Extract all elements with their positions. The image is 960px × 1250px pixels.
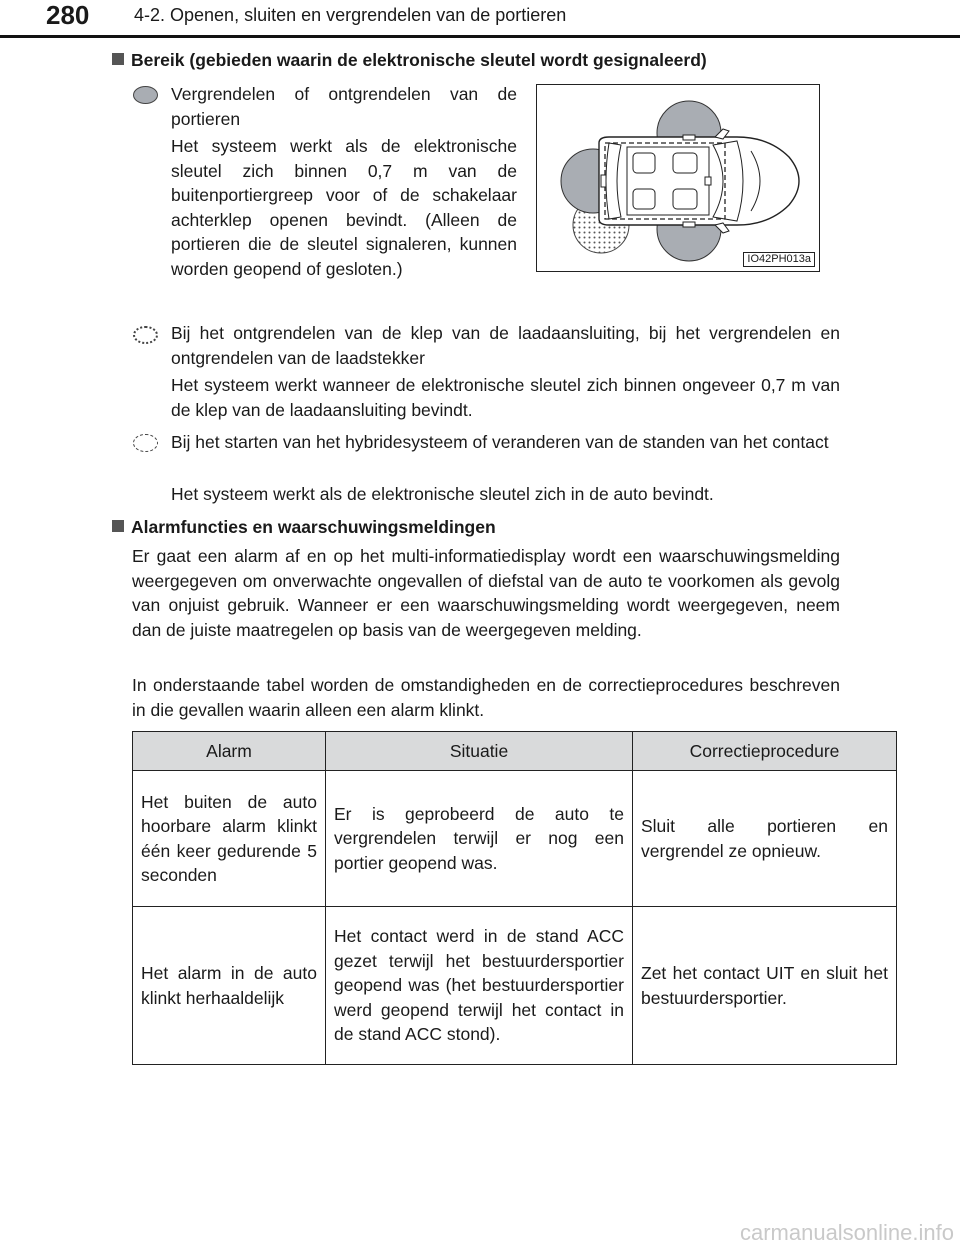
alarm-paragraph-2: In onderstaande tabel worden de omstandigheden en de correctieprocedures beschreven in die gevallen waarin alleen een alarm klinkt. xyxy=(132,675,840,720)
page-number: 280 xyxy=(46,0,90,30)
item2-text: Het systeem werkt wanneer de elektronische sleutel zich binnen ongeveer 0,7 m van de klep van de laadaansluiting bevindt. xyxy=(171,375,840,420)
square-bullet-icon xyxy=(112,520,124,532)
table-cell: Er is geprobeerd de auto te vergrendelen terwijl er nog een portier geopend was. xyxy=(326,771,633,907)
header-situation: Situatie xyxy=(326,732,633,771)
item1-text: Het systeem werkt als de elektronische sleutel zich binnen 0,7 m van de buitenportiergreep voor of de schakelaar achterklep openen bevindt. (Alleen de portieren die de sleutel signaleren, kunnen worden geopend of gesloten.) xyxy=(171,136,517,279)
square-bullet-icon xyxy=(112,53,124,65)
item3-title: Bij het starten van het hybridesysteem of veranderen van de standen van het contact xyxy=(171,432,829,452)
range-heading: Bereik (gebieden waarin de elektronische sleutel wordt gesignaleerd) xyxy=(112,49,707,71)
solid-zone-icon xyxy=(133,86,158,104)
item3-text: Het systeem werkt als de elektronische sleutel zich in de auto bevindt. xyxy=(171,484,714,504)
table-cell: Sluit alle portieren en vergrendel ze opnieuw. xyxy=(633,771,897,907)
header-alarm: Alarm xyxy=(133,732,326,771)
item1-title: Vergrendelen of ontgrendelen van de portieren xyxy=(171,84,517,129)
table-row xyxy=(133,907,897,1065)
car-top-view-diagram xyxy=(537,85,821,273)
dotted-zone-icon xyxy=(133,326,158,344)
dashed-zone-icon xyxy=(133,434,158,452)
page-header xyxy=(0,0,960,38)
alarm-table xyxy=(132,731,897,1065)
table-cell: Het alarm in de auto klinkt herhaaldelijk xyxy=(133,907,326,1065)
alarm-paragraph-1: Er gaat een alarm af en op het multi-informatiedisplay wordt een waarschuwingsmelding weergegeven om onverwachte ongevallen of diefstal van de auto te voorkomen als gevolg van onjuist gebruik. Wanneer er een waarschuwingsmelding wordt weergegeven, neem dan de juiste maatregelen op basis van de weergegeven melding. xyxy=(132,546,840,640)
table-cell: Het buiten de auto hoorbare alarm klinkt één keer gedurende 5 seconden xyxy=(133,771,326,907)
header-rule xyxy=(0,35,960,38)
section-title: 4-2. Openen, sluiten en vergrendelen van de portieren xyxy=(134,5,567,25)
figure-label: IO42PH013a xyxy=(743,252,815,267)
table-row xyxy=(133,771,897,907)
header-correction: Correctieprocedure xyxy=(633,732,897,771)
watermark: carmanualsonline.info xyxy=(739,1220,954,1245)
table-cell: Het contact werd in de stand ACC gezet terwijl het bestuurdersportier geopend was (het bestuurdersportier werd geopend terwijl het contact in de stand ACC stond). xyxy=(326,907,633,1065)
alarm-heading: Alarmfuncties en waarschuwingsmeldingen xyxy=(112,516,496,538)
table-cell: Zet het contact UIT en sluit het bestuurdersportier. xyxy=(633,907,897,1065)
detection-range-figure xyxy=(536,84,820,272)
item2-title: Bij het ontgrendelen van de klep van de laadaansluiting, bij het vergrendelen en ontgrendelen van de laadstekker xyxy=(171,323,840,368)
table-header-row xyxy=(133,732,897,771)
